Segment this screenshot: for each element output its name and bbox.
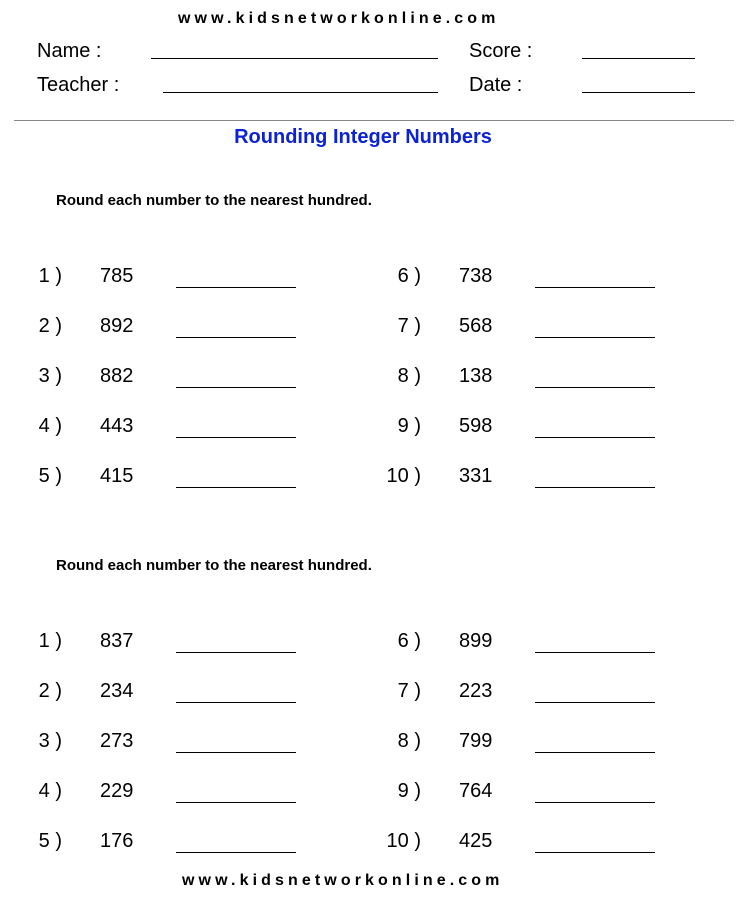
answer-line[interactable]	[535, 287, 655, 288]
problem-number: 9 )	[397, 415, 421, 437]
problem-number-wrap	[359, 465, 421, 491]
problem-number-wrap	[359, 265, 421, 291]
problem-number-wrap	[359, 780, 421, 806]
problem-item	[0, 465, 750, 491]
problem-value: 273	[100, 730, 134, 752]
problem-value: 598	[459, 415, 493, 437]
teacher-label: Teacher :	[37, 74, 120, 96]
problem-item	[0, 365, 750, 391]
problem-number: 4 )	[38, 415, 62, 437]
answer-line[interactable]	[535, 702, 655, 703]
problem-item	[0, 780, 750, 806]
problem-number-wrap	[359, 830, 421, 856]
problem-number-wrap	[359, 630, 421, 656]
problem-number: 5 )	[38, 830, 62, 852]
date-label: Date :	[469, 74, 523, 96]
problem-number: 6 )	[397, 265, 421, 287]
problem-number-wrap	[359, 730, 421, 756]
problem-number: 10 )	[386, 830, 421, 852]
problem-value: 892	[100, 315, 134, 337]
problem-item	[0, 265, 750, 291]
site-url-footer: www.kidsnetworkonline.com	[182, 872, 504, 889]
problem-item	[0, 415, 750, 441]
problem-number-wrap	[359, 415, 421, 441]
name-field-line[interactable]	[151, 58, 438, 59]
problem-value: 764	[459, 780, 493, 802]
problem-number: 3 )	[38, 730, 62, 752]
problem-value: 443	[100, 415, 134, 437]
score-label: Score :	[469, 40, 533, 62]
problem-number: 10 )	[386, 465, 421, 487]
problem-number: 2 )	[38, 680, 62, 702]
problem-item	[0, 730, 750, 756]
date-field-line[interactable]	[582, 92, 695, 93]
problem-value: 738	[459, 265, 493, 287]
problem-value: 176	[100, 830, 134, 852]
name-label: Name :	[37, 40, 102, 62]
problem-number: 8 )	[397, 365, 421, 387]
answer-line[interactable]	[535, 652, 655, 653]
problem-number: 5 )	[38, 465, 62, 487]
problem-number: 4 )	[38, 780, 62, 802]
answer-line[interactable]	[535, 337, 655, 338]
problem-item	[0, 315, 750, 341]
problem-value: 234	[100, 680, 134, 702]
score-field-line[interactable]	[582, 58, 695, 59]
problem-number: 3 )	[38, 365, 62, 387]
problem-number: 6 )	[397, 630, 421, 652]
problem-value: 785	[100, 265, 134, 287]
problem-value: 331	[459, 465, 493, 487]
problem-value: 568	[459, 315, 493, 337]
problem-number: 7 )	[397, 315, 421, 337]
answer-line[interactable]	[535, 852, 655, 853]
problem-number: 1 )	[38, 265, 62, 287]
problem-value: 799	[459, 730, 493, 752]
problem-number: 2 )	[38, 315, 62, 337]
answer-line[interactable]	[535, 752, 655, 753]
problem-value: 899	[459, 630, 493, 652]
problem-number-wrap	[359, 680, 421, 706]
problem-value: 415	[100, 465, 134, 487]
answer-line[interactable]	[535, 802, 655, 803]
problem-value: 223	[459, 680, 493, 702]
problem-number: 1 )	[38, 630, 62, 652]
problem-value: 882	[100, 365, 134, 387]
section-2-instruction: Round each number to the nearest hundred.	[56, 557, 372, 574]
header-divider	[14, 120, 734, 121]
site-url-header: www.kidsnetworkonline.com	[178, 10, 500, 27]
answer-line[interactable]	[535, 487, 655, 488]
answer-line[interactable]	[535, 387, 655, 388]
problem-number: 8 )	[397, 730, 421, 752]
problem-number: 9 )	[397, 780, 421, 802]
problem-value: 425	[459, 830, 493, 852]
teacher-field-line[interactable]	[163, 92, 438, 93]
problem-item	[0, 680, 750, 706]
answer-line[interactable]	[535, 437, 655, 438]
problem-item	[0, 830, 750, 856]
problem-number: 7 )	[397, 680, 421, 702]
problem-item	[0, 630, 750, 656]
worksheet-title: Rounding Integer Numbers	[234, 126, 492, 148]
problem-number-wrap	[359, 365, 421, 391]
problem-value: 837	[100, 630, 134, 652]
problem-value: 138	[459, 365, 493, 387]
problem-number-wrap	[359, 315, 421, 341]
section-1-instruction: Round each number to the nearest hundred.	[56, 192, 372, 209]
problem-value: 229	[100, 780, 134, 802]
